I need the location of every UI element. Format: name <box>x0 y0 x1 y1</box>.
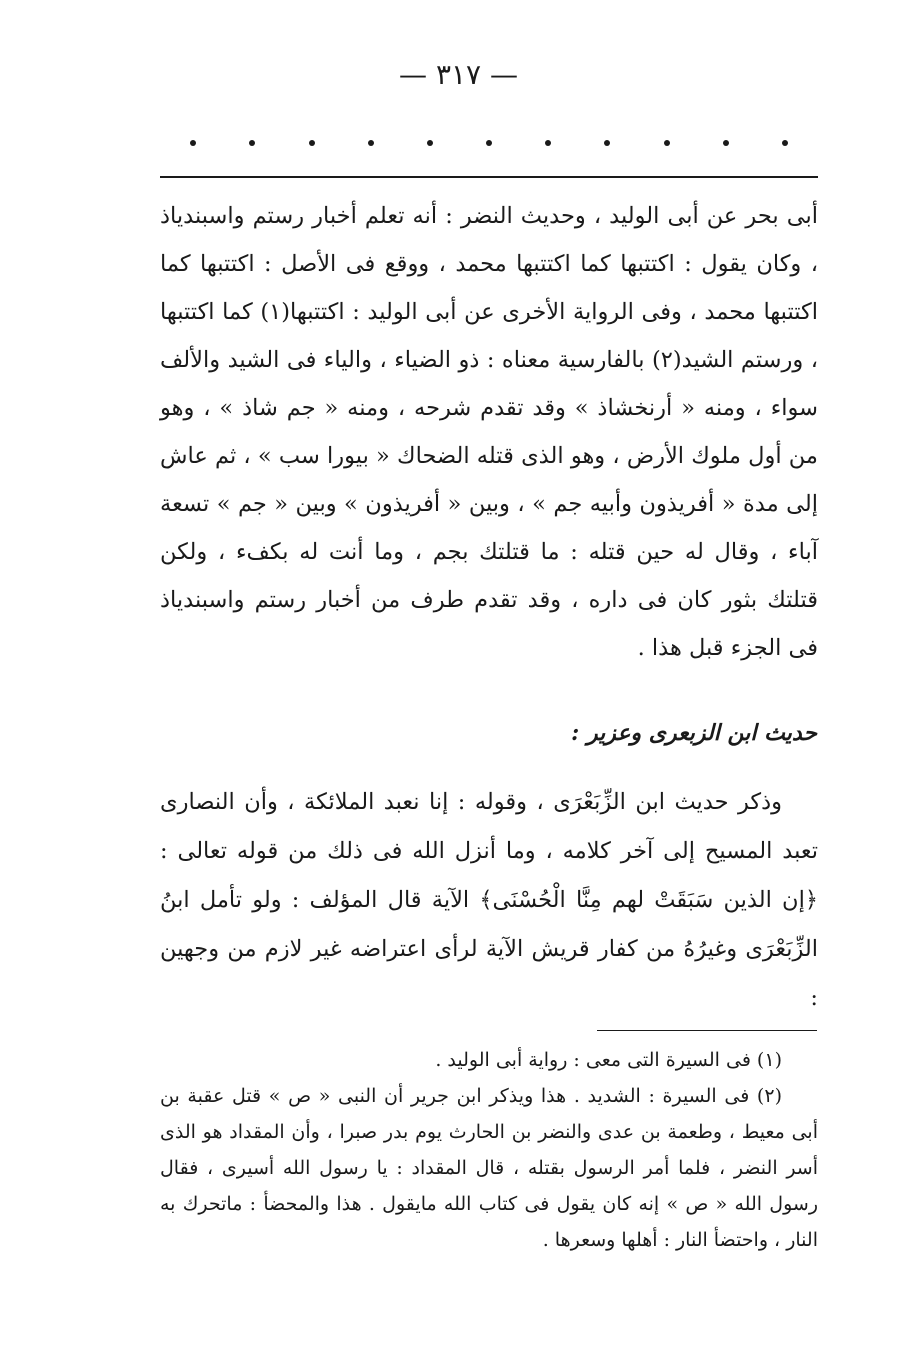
ornament-dot <box>664 140 670 146</box>
footnotes <box>160 1042 818 1258</box>
header-dot-ornament <box>160 140 818 146</box>
ornament-dot <box>604 140 610 146</box>
page-number: — ٣١٧ — <box>399 58 518 91</box>
ornament-dot <box>723 140 729 146</box>
ornament-dot <box>486 140 492 146</box>
footnote-2: (٢) فى السيرة : الشديد . هذا ويذكر ابن جرير أن النبى « ص » قتل عقبة بن أبى معيط ، وطعمة بن عدى والنضر بن الحارث يوم بدر صبرا ، وأن المقداد هو الذى أسر النضر ، فلما أمر الرسول بقتله ، قال المقداد : يا رسول الله أسيرى ، فقال رسول الله « ص » إنه كان يقول فى كتاب الله مايقول . هذا والمحضأ : ماتحرك به النار ، واحتضأ النار : أهلها وسعرها . <box>160 1085 818 1251</box>
body-paragraph: أبى بحر عن أبى الوليد ، وحديث النضر : أنه تعلم أخبار رستم واسبندياذ ، وكان يقول : اكتتبها كما اكتتبها محمد ، ووقع فى الأصل : اكتتبها كما اكتتبها محمد ، وفى الرواية الأخرى عن أبى الوليد : اكتتبها(١) كما اكتتبها ، ورستم الشيد(٢) بالفارسية معناه : ذو الضياء ، والياء فى الشيد والألف سواء ، ومنه « أرنخشاذ » وقد تقدم شرحه ، ومنه « جم شاذ » ، وهو من أول ملوك الأرض ، وهو الذى قتله الضحاك « بيورا سب » ، ثم عاش إلى مدة « أفريذون وأبيه جم » ، وبين « أفريذون » وبين « جم » تسعة آباء ، وقال له حين قتله : ما قتلتك بجم ، وما أنت له بكفء ، ولكن قتلتك بثور كان فى داره ، وقد تقدم طرف من أخبار رستم واسبندياذ فى الجزء قبل هذا . <box>160 203 819 661</box>
ornament-dot <box>249 140 255 146</box>
ornament-dot <box>190 140 196 146</box>
ornament-dot <box>545 140 551 146</box>
ornament-dot <box>368 140 374 146</box>
footnote-1: (١) فى السيرة التى معى : رواية أبى الوليد . <box>435 1049 782 1071</box>
body-text <box>160 192 818 672</box>
footnote-rule <box>597 1030 817 1031</box>
section-paragraph: وذكر حديث ابن الزِّبَعْرَى ، وقوله : إنا نعبد الملائكة ، وأن النصارى تعبد المسيح إلى آخر كلامه ، وما أنزل الله فى ذلك من قوله تعالى : ﴿إن الذين سَبَقَتْ لهم مِنَّا الْحُسْنَى﴾ الآية قال المؤلف : ولو تأمل ابنُ الزِّبَعْرَى وغيرُهُ من كفار قريش الآية لرأى اعتراضه غير لازم من وجهين : <box>160 789 818 1011</box>
ornament-dot <box>309 140 315 146</box>
section-heading: حديث ابن الزبعرى وعزير : <box>571 720 817 746</box>
ornament-dot <box>782 140 788 146</box>
section-body <box>160 778 818 1023</box>
ornament-dot <box>427 140 433 146</box>
header-rule <box>160 176 818 178</box>
